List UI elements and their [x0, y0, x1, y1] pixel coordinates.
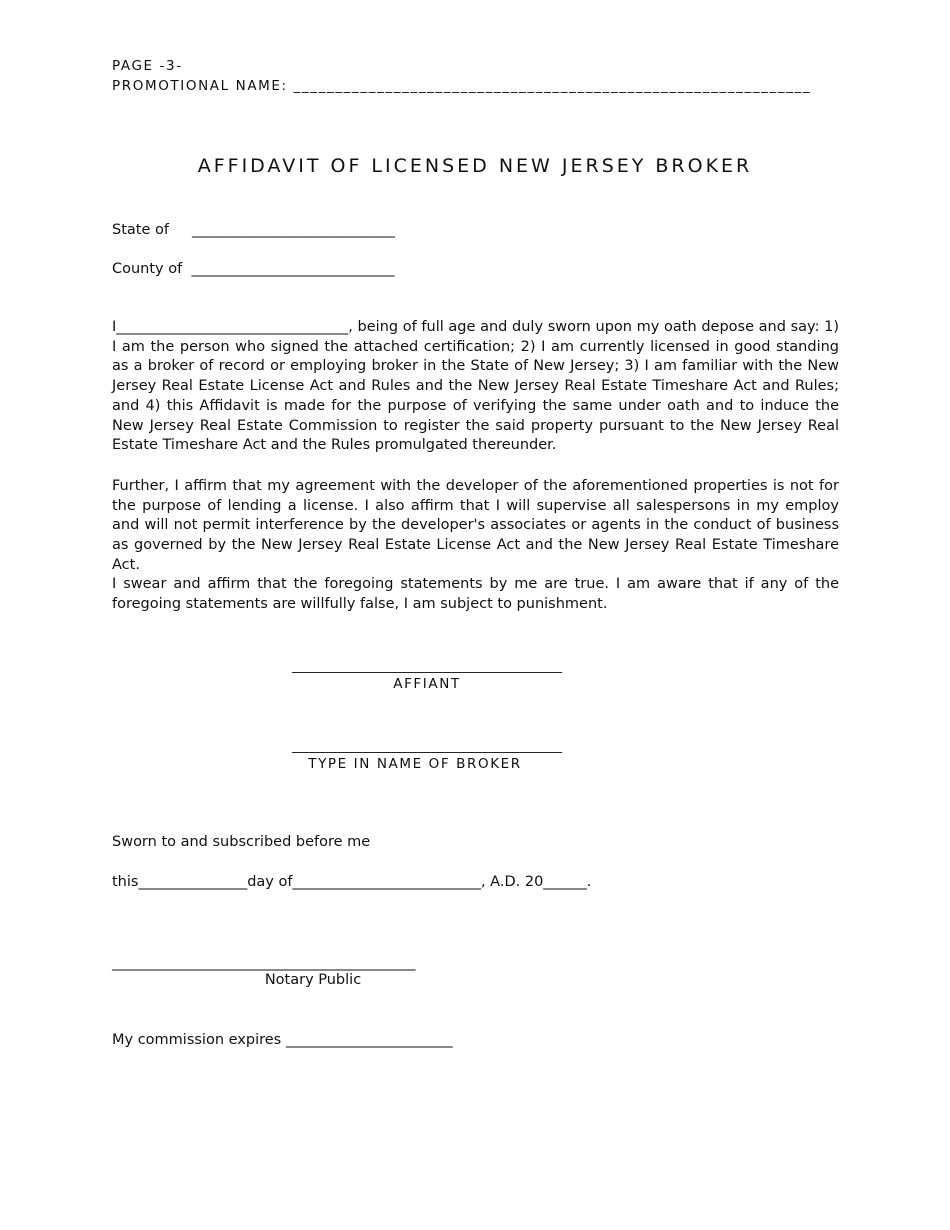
notary-signature-line: ____________________________________________ — [112, 955, 416, 971]
page-number: PAGE -3- — [112, 58, 183, 74]
affirmation-paragraph: Further, I affirm that my agreement with the developer of the aforementioned properties is not for the purpose of lending a license. I also affirm that I will supervise all salespersons in my employ and will not permit interference by the developer's associates or agents in the conduct of business as governed by the New Jersey Real Estate License Act and the New Jersey Real Estate Timeshare Act. — [112, 478, 839, 573]
document-title: AFFIDAVIT OF LICENSED NEW JERSEY BROKER — [197, 155, 753, 177]
sworn-statement: Sworn to and subscribed before me — [112, 834, 371, 850]
commission-expiry-field: My commission expires _______________________ — [112, 1032, 453, 1048]
broker-name-line: ________________________________________ — [292, 738, 562, 754]
promotional-name-field: PROMOTIONAL NAME: ______________________________________________________________ — [112, 78, 812, 94]
swear-paragraph: I swear and affirm that the foregoing statements by me are true. I am aware that if any of the foregoing statements are willfully false, I am subject to punishment. — [112, 576, 839, 612]
oath-paragraph: I________________________________, being of full age and duly sworn upon my oath depose and say: 1) I am the person who signed the attached certification; 2) I am currently licensed in good standing as a broker of record or employing broker in the State of New Jersey; 3) I am familiar with the New Jersey Real Estate License Act and Rules and the New Jersey Real Estate Timeshare Act and Rules; and 4) this Affidavit is made for the purpose of verifying the same under oath and to induce the New Jersey Real Estate Commission to register the said property pursuant to the New Jersey Real Estate Timeshare Act and the Rules promulgated thereunder. — [112, 319, 839, 454]
affiant-signature-line: ________________________________________ — [292, 658, 562, 674]
broker-name-label: TYPE IN NAME OF BROKER — [308, 756, 522, 772]
affiant-label: AFFIANT — [393, 676, 461, 692]
notary-label: Notary Public — [264, 972, 362, 988]
county-field: County of ____________________________ — [112, 261, 395, 277]
date-field: this_______________day of__________________________, A.D. 20______. — [112, 874, 592, 890]
state-field: State of ____________________________ — [112, 222, 396, 238]
